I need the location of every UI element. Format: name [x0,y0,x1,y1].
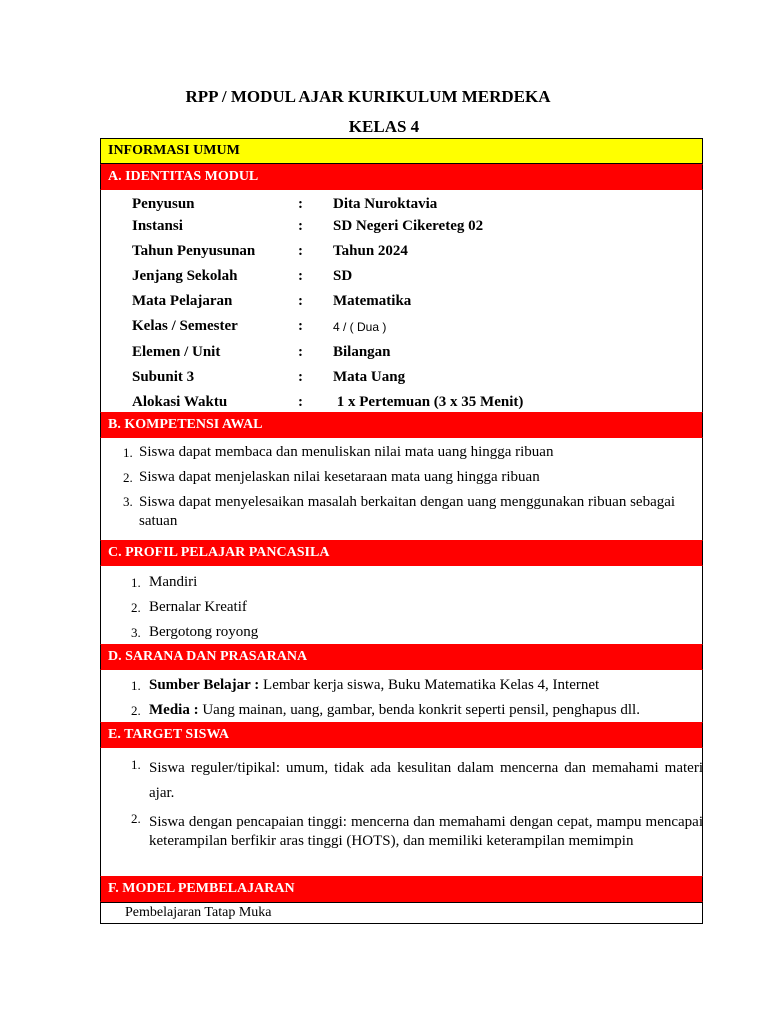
list-number: 2. [131,600,141,615]
identitas-label: Elemen / Unit [132,344,221,360]
list-text [149,677,599,694]
list-number: 1. [131,757,141,772]
identitas-value: Dita Nuroktavia [333,196,438,212]
list-number: 2. [131,703,141,718]
identitas-label: Instansi [132,218,183,234]
list-text [149,702,640,719]
module-table [100,138,703,924]
identitas-value: SD [333,268,353,284]
document-subtitle: KELAS 4 [348,117,420,136]
section-model: F. MODEL PEMBELAJARAN [100,876,703,902]
sarana-label: Media : [149,702,199,718]
identitas-value: Matematika [333,293,412,309]
list-text: Siswa dengan pencapaian tinggi: mencerna dan memahami dengan cepat, mampu mencapai keterampilan berfikir aras tinggi (HOTS), dan memiliki keterampilan memimpin [149,814,703,849]
list-number: 3. [131,625,141,640]
list-text: Mandiri [149,574,198,590]
identitas-label: Subunit 3 [132,369,195,385]
list-text: Siswa dapat membaca dan menuliskan nilai mata uang hingga ribuan [139,444,554,460]
list-text: Bernalar Kreatif [149,599,247,615]
list-text: Bergotong royong [149,624,259,640]
section-info-umum: INFORMASI UMUM [100,138,703,164]
sarana-text: Uang mainan, uang, gambar, benda konkrit seperti pensil, penghapus dll. [198,702,640,718]
kompetensi-list [100,438,703,540]
identitas-value: Mata Uang [333,369,406,385]
identitas-separator: : [298,293,303,309]
list-number: 1. [131,575,141,590]
identitas-value: 1 x Pertemuan (3 x 35 Menit) [333,394,524,410]
list-number: 3. [123,494,133,509]
list-number: 2. [131,811,141,826]
profil-list [100,566,703,644]
identitas-value: Bilangan [333,344,391,360]
sarana-list [100,670,703,722]
list-text: Siswa dapat menyelesaikan masalah berkaitan dengan uang menggunakan ribuan sebagai satuan [139,494,676,529]
list-text: Siswa reguler/tipikal: umum, tidak ada kesulitan dalam mencerna dan memahami materi ajar. [149,760,703,801]
identitas-separator: : [298,218,303,234]
identitas-separator: : [298,394,303,410]
identitas-separator: : [298,243,303,259]
identitas-separator: : [298,369,303,385]
model-text: Pembelajaran Tatap Muka [100,902,703,924]
identitas-separator: : [298,318,303,334]
identitas-label: Alokasi Waktu [132,394,228,410]
section-target: E. TARGET SISWA [100,722,703,748]
identitas-value: 4 / ( Dua ) [333,320,387,334]
identitas-separator: : [298,268,303,284]
identitas-value: Tahun 2024 [333,243,408,259]
identitas-label: Kelas / Semester [132,318,238,334]
identitas-label: Mata Pelajaran [132,293,233,309]
list-number: 1. [131,678,141,693]
identitas-separator: : [298,196,303,212]
section-kompetensi: B. KOMPETENSI AWAL [100,412,703,438]
section-identitas: A. IDENTITAS MODUL [100,164,703,190]
sarana-text: Lembar kerja siswa, Buku Matematika Kelas 4, Internet [259,677,600,693]
identitas-label: Penyusun [132,196,195,212]
identitas-value: SD Negeri Cikereteg 02 [333,218,484,234]
section-profil: C. PROFIL PELAJAR PANCASILA [100,540,703,566]
identitas-label: Jenjang Sekolah [132,268,238,284]
list-number: 2. [123,470,133,485]
list-text: Siswa dapat menjelaskan nilai kesetaraan mata uang hingga ribuan [139,469,540,485]
target-list [100,748,703,876]
identitas-separator: : [298,344,303,360]
document-title: RPP / MODUL AJAR KURIKULUM MERDEKA [185,87,551,106]
list-number: 1. [123,445,133,460]
sarana-label: Sumber Belajar : [149,677,260,693]
identitas-label: Tahun Penyusunan [132,243,256,259]
identitas-block [100,190,703,438]
section-sarana: D. SARANA DAN PRASARANA [100,644,703,670]
